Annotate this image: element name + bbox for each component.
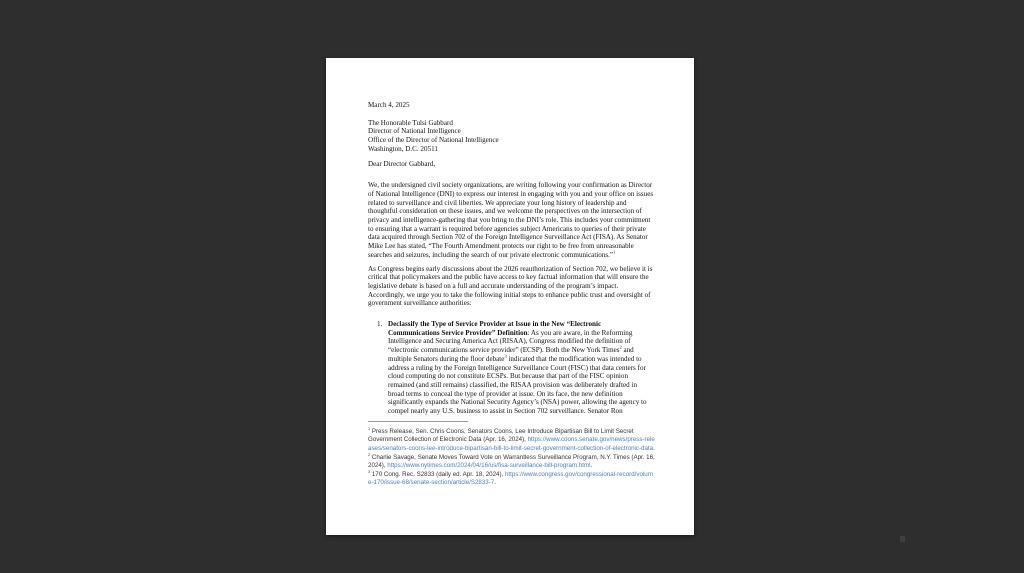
footnote-number: 1 <box>368 426 371 431</box>
footnote-text: 170 Cong. Rec. S2833 (daily ed. Apr. 18, 2024), <box>370 470 505 478</box>
recipient-line: Office of the Director of National Intelligence <box>368 136 499 145</box>
footnote-2 <box>368 454 656 471</box>
salutation: Dear Director Gabbard, <box>368 159 436 168</box>
footnote-text: . <box>494 479 496 487</box>
list-item-text: indicated that the modification was intended to address a ruling by the Foreign Intelligence Surveillance Court (FISC) that data centers for cloud computing do not constitute ECSPs. But because that part of the FISC opinion remained (and still remains) classified, the RISAA provision was deliberately drafted in broad terms to conceal the type of provider at issue. On its face, the new definition significantly expands the National Security Agency’s (NSA) power, allowing the agency to compel nearly any U.S. business to assist in Section 702 surveillance. Senator Ron <box>388 354 647 416</box>
list-item-text: and multiple Senators during the floor debate <box>388 346 634 363</box>
footnote-reference-3: 3 <box>504 353 507 359</box>
list-item-number: 1. <box>377 320 383 329</box>
list-item-text: : As you are aware, in the Reforming Intelligence and Securing America Act (RISAA), Congress modified the definition of “electronic communications service provider” (ECSP). Both the New York Times <box>388 328 633 355</box>
numbered-list-item-1 <box>368 320 656 416</box>
letter-page <box>326 58 694 535</box>
letter-date: March 4, 2025 <box>368 101 410 109</box>
footnote-number: 2 <box>368 452 371 457</box>
footnote-text: . <box>590 462 593 470</box>
footnote-reference-1: 1 <box>613 249 616 255</box>
recipient-line: Washington, D.C. 20511 <box>368 144 438 153</box>
footnote-text: . <box>653 444 655 452</box>
footnote-number: 3 <box>368 469 371 474</box>
body-paragraph-1 <box>368 181 656 259</box>
paragraph-text: We, the undersigned civil society organizations, are writing following your confirmation as Director of National Intelligence (DNI) to express our interest in engaging with you and your office on issues related to surveillance and civil liberties. We appreciate your long history of leadership and thoughtful consideration on these issues, and we welcome the perspectives on the intersection of privacy and intelligence-gathering that you bring to the DNI’s role. This includes your commitment to ensuring that a warrant is required before agencies subject Americans to queries of their private data acquired through Section 702 of the Foreign Intelligence Surveillance Act (FISA). As Senator Mike Lee has stated, “The Fourth Amendment protects our right to be free from unreasonable searches and seizures, including the search of our private electronic communications.” <box>368 181 654 259</box>
footnote-reference-2: 2 <box>619 344 622 350</box>
footnotes-section <box>368 428 656 488</box>
footnote-separator-rule <box>368 421 468 422</box>
recipient-line: The Honorable Tulsi Gabbard <box>368 118 453 127</box>
body-paragraph-2: As Congress begins early discussions about the 2026 reauthorization of Section 702, we believe it is critical that policymakers and the public have access to key factual information that will ensure the legislative debate is based on a full and accurate understanding of the program’s impact. Accordingly, we urge you to take the following initial steps to enhance public trust and oversight of government surveillance authorities: <box>368 264 653 308</box>
recipient-line: Director of National Intelligence <box>368 127 461 136</box>
footnote-text: Charlie Savage, Senate Moves Toward Vote on Warrantless Surveillance Program, N.Y. Times (Apr. 16, 2024), <box>368 453 655 470</box>
footnote-link[interactable]: https://www.coons.senate.gov/news/press-releases/senators-coons-lee-introduce-bipartisan-bill-to-limit-secret-government-collection-of-electronic-data <box>368 436 655 452</box>
footnote-link[interactable]: https://www.congress.gov/congressional-record/volume-170/issue-68/senate-section/article/S2833-7 <box>368 470 653 487</box>
cursor-artifact <box>900 536 905 542</box>
footnote-1 <box>368 428 656 454</box>
footnote-3 <box>368 471 656 488</box>
recipient-address-block <box>368 119 656 154</box>
list-item-heading: Declassify the Type of Service Provider at Issue in the New “Electronic Communications Service Provider” Definition <box>388 320 602 337</box>
footnote-link[interactable]: https://www.nytimes.com/2024/04/16/us/fisa-surveillance-bill-program.html <box>387 462 591 470</box>
list-item-body <box>388 320 648 416</box>
footnote-text: Press Release, Sen. Chris Coons, Senators Coons, Lee Introduce Bipartisan Bill to Limit Secret Government Collection of Electronic Data (Apr. 16, 2024), <box>368 427 634 444</box>
